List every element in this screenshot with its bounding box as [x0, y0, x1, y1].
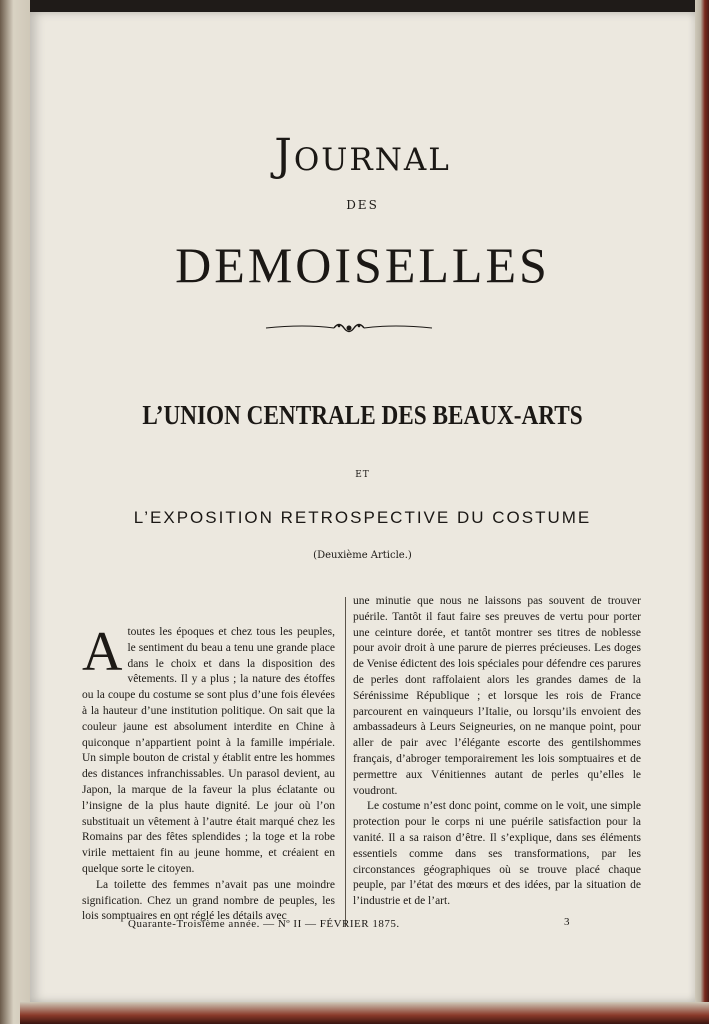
paragraph: Le costume n’est donc point, comme on le voit, une simple protection pour le corps ni une puérile satisfaction pour la vanité. Il a sa raison d’être. Il s’explique, dans ses éléments essentiels comme dans ses transformations, par les circonstances géographiques où se trouve placé chaque peuple, par l’état des mœurs et des idées, par la situation de l’industrie et de l’art. [353, 800, 641, 908]
paragraph: La toilette des femmes n’avait pas une moindre signification. Chez un grand nombre de peuples, les lois somptuaires en ont réglé les détails avec [82, 878, 335, 923]
page-footer: Quarante-Troisième année. — Nº II — FÉVRIER 1875. [128, 918, 400, 930]
drop-cap: A [82, 621, 123, 683]
book-bottom-edge [20, 1002, 709, 1024]
magazine-page [30, 12, 695, 1002]
ornament-divider-icon [264, 318, 434, 338]
text-column-left [82, 621, 335, 925]
column-divider [345, 597, 346, 927]
paragraph: une minutie que nous ne laissons pas souvent de trouver puérile. Tantôt il faut faire ses preuves de vertu pour porter une ceinture dorée, et tantôt montrer ses titres de noblesse pour avoir droit à une parure de pierres précieuses. Les doges de Venise édictent des lois spéciales pour défendre ces parures de perles dont raffolaient alors les grandes dames de la Sérénissime République ; et lorsque les rois de France parcourent en vainqueurs l’Italie, ou lorsqu’ils envoient des ambassadeurs à Leurs Seigneuries, on ne manque point, pour aller de pair avec l’élégante escorte des gentilshommes français, d’abroger temporairement les lois somptuaires et de permettre aux Vénitiennes autant de perles qu’elles le voudront. [353, 595, 641, 797]
book-spine-left [0, 0, 30, 1024]
article-title: L’UNION CENTRALE DES BEAUX-ARTS [142, 400, 583, 430]
paragraph-text: toutes les époques et chez tous les peuples, le sentiment du beau a tenu une grande place dans le choix et dans la disposition des vêtements. Il y a plus ; la nature des étoffes ou la coupe du costume se sont plus d’une fois élevées à la hauteur d’une institution politique. On sait que la couleur jaune est absolument interdite en Chine à quiconque n’appartient point à la famille impériale. Un simple bouton de cristal y établit entre les hommes des distances infranchissables. Un parasol devient, au Japon, la marque de la faveur la plus éclatante ou l’insigne de la plus haute dignité. Le jour où l’on substituait un vêtement à l’autre était marqué chez les Romains par des fêtes splendides ; la toge et la robe virile mettaient fin au jeune homme, et créaient en quelque sorte le citoyen. [82, 626, 335, 875]
page-number: 3 [564, 916, 570, 928]
paragraph [82, 621, 335, 878]
article-subtitle: L’EXPOSITION RETROSPECTIVE DU COSTUME [133, 508, 592, 527]
journal-rest: OURNAL [293, 142, 451, 178]
masthead-des: DES [346, 198, 379, 212]
article-subtitle-note: (Deuxième Article.) [313, 550, 412, 561]
masthead-journal [30, 130, 695, 181]
book-page-edge [695, 0, 709, 1024]
masthead-demoiselles: DEMOISELLES [175, 237, 550, 293]
text-column-right [353, 594, 641, 910]
journal-initial: J [274, 130, 294, 181]
article-et: ET [355, 470, 370, 480]
